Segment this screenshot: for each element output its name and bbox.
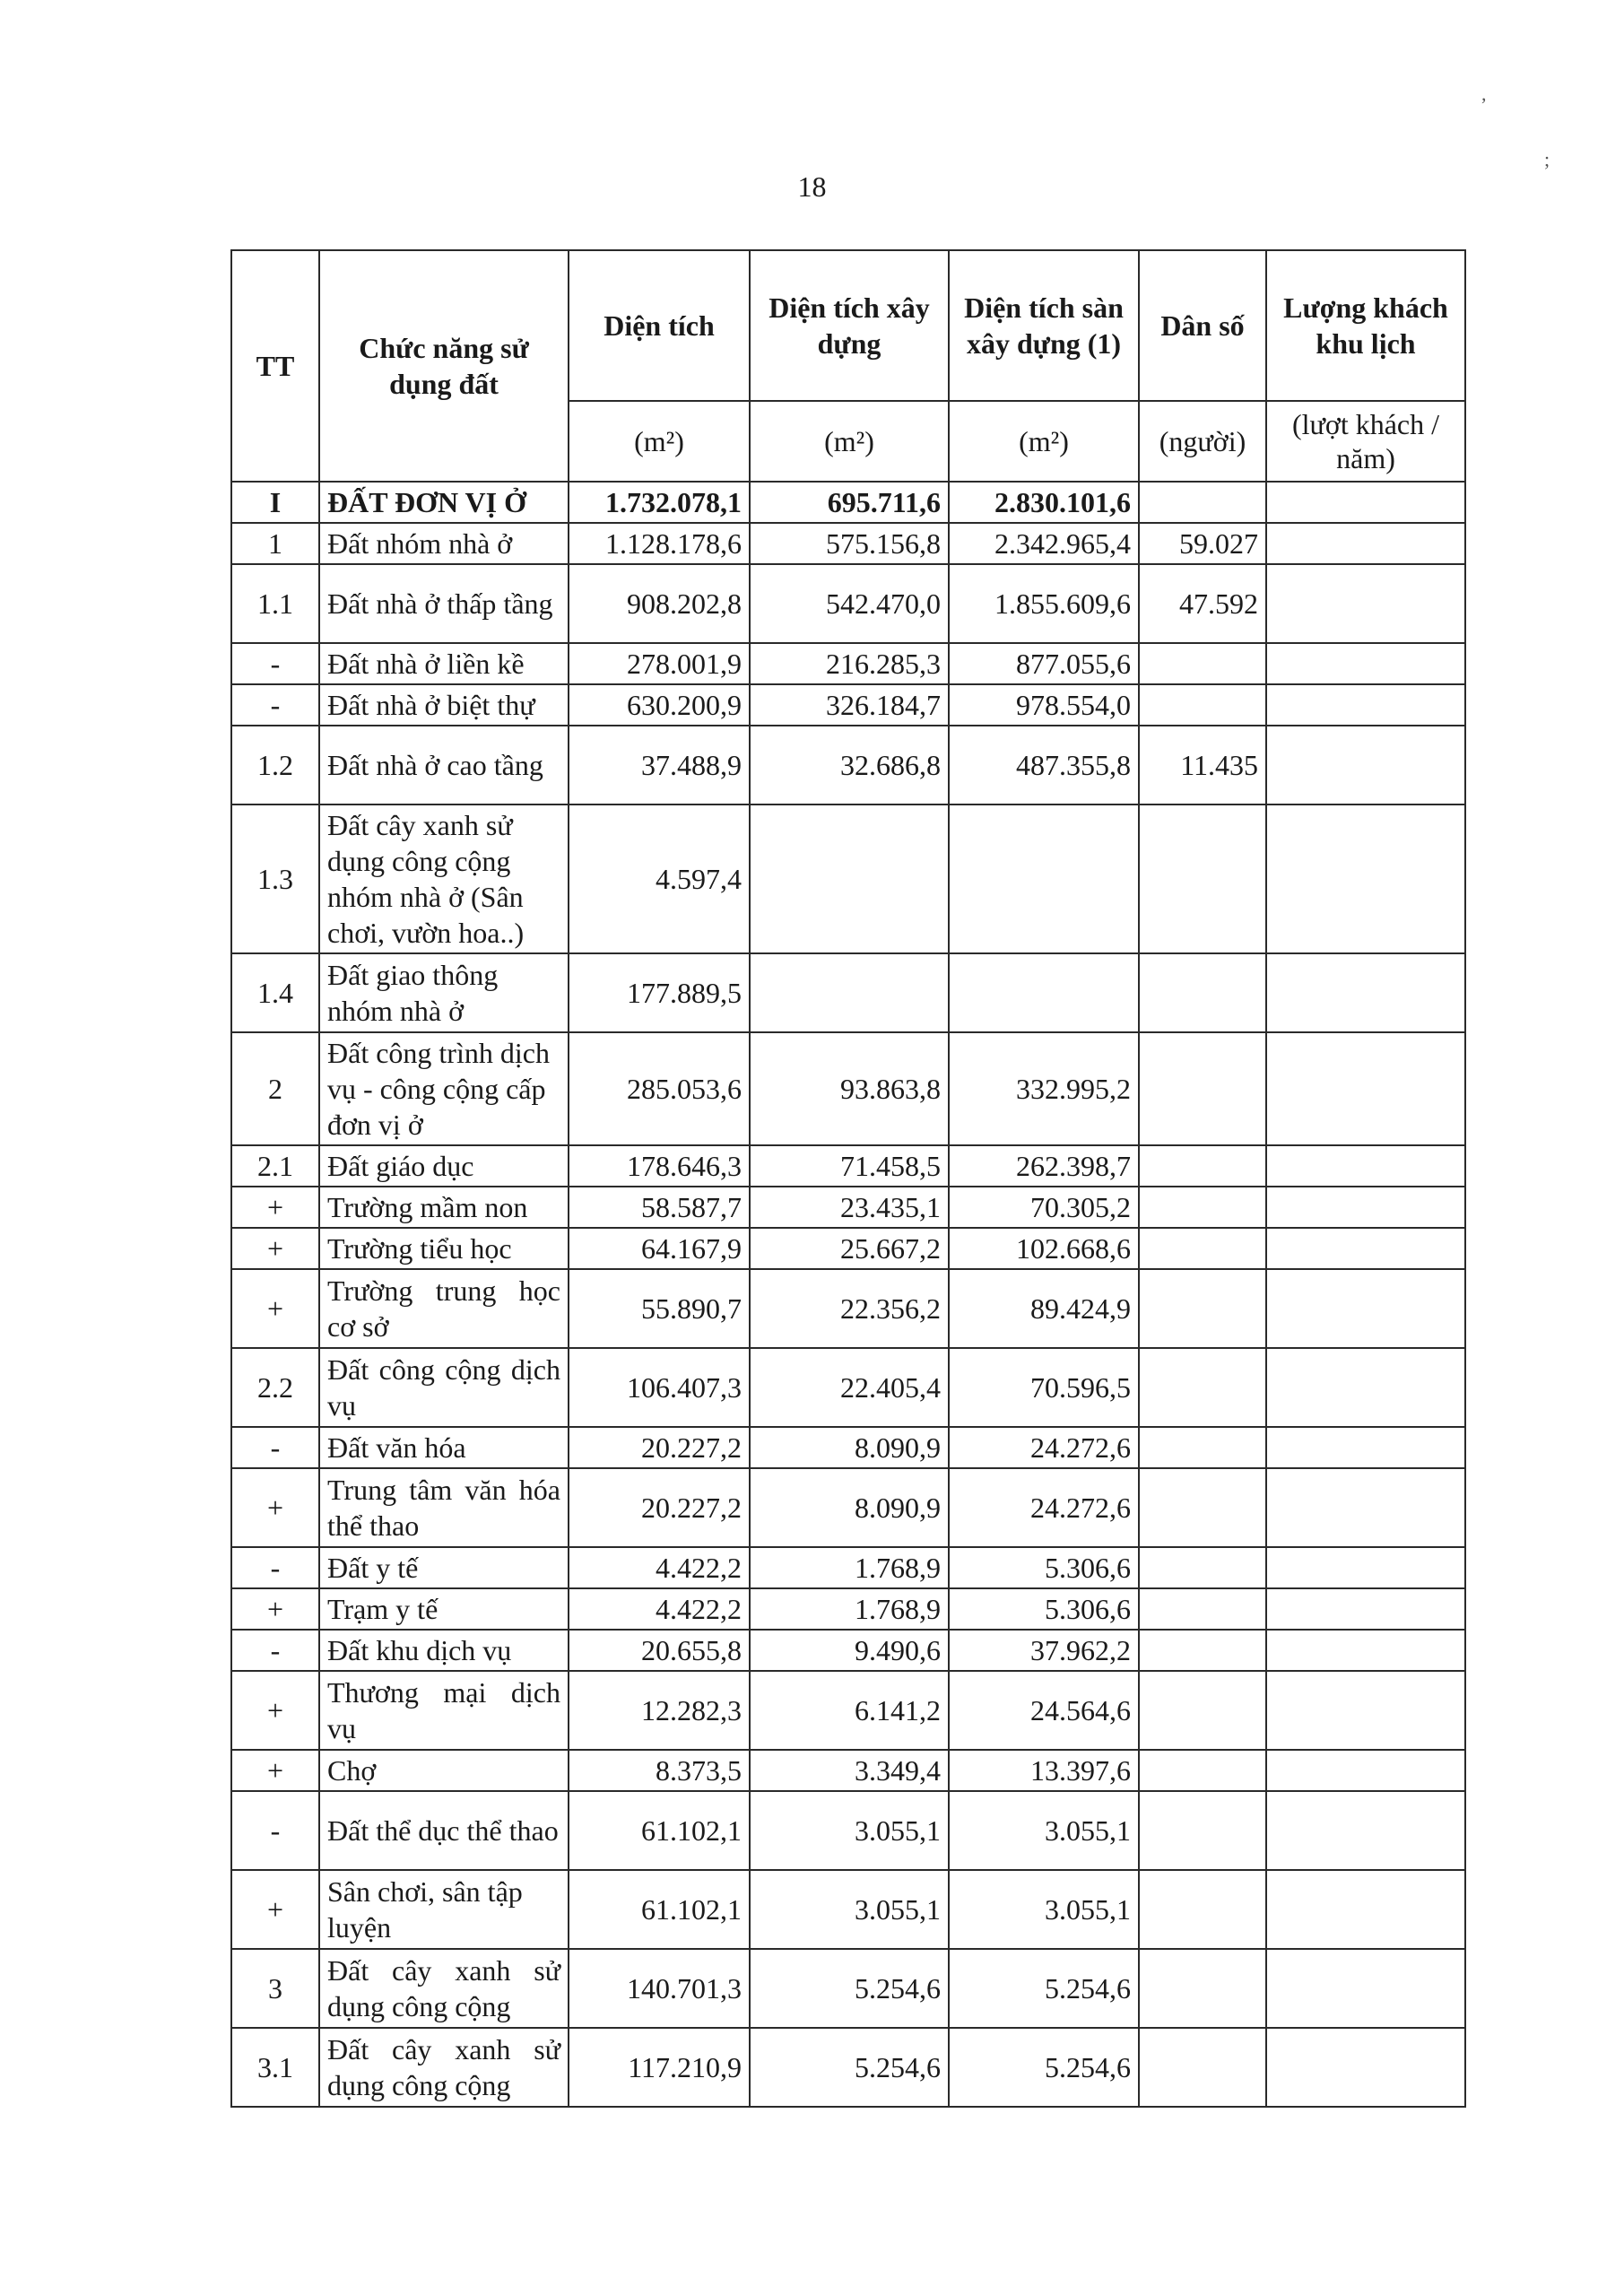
table-row bbox=[231, 1427, 1465, 1468]
row-population bbox=[1139, 1269, 1266, 1348]
table-row bbox=[231, 482, 1465, 523]
row-population bbox=[1139, 1588, 1266, 1630]
row-tt: + bbox=[231, 1269, 319, 1348]
unit-building-area: (m²) bbox=[750, 401, 949, 482]
row-land-function: Đất cây xanh sử dụng công cộng bbox=[319, 2028, 569, 2107]
row-floor-area: 262.398,7 bbox=[949, 1145, 1139, 1187]
row-land-function: Đất giao thông nhóm nhà ở bbox=[319, 953, 569, 1032]
row-visitors bbox=[1266, 523, 1465, 564]
row-area: 61.102,1 bbox=[569, 1870, 750, 1949]
table-row bbox=[231, 1949, 1465, 2028]
row-visitors bbox=[1266, 1630, 1465, 1671]
row-visitors bbox=[1266, 1547, 1465, 1588]
row-population bbox=[1139, 953, 1266, 1032]
row-visitors bbox=[1266, 1269, 1465, 1348]
row-building-area bbox=[750, 953, 949, 1032]
row-floor-area: 3.055,1 bbox=[949, 1870, 1139, 1949]
row-area: 55.890,7 bbox=[569, 1269, 750, 1348]
row-floor-area: 37.962,2 bbox=[949, 1630, 1139, 1671]
row-visitors bbox=[1266, 1588, 1465, 1630]
row-visitors bbox=[1266, 1750, 1465, 1791]
row-population: 59.027 bbox=[1139, 523, 1266, 564]
row-floor-area: 5.254,6 bbox=[949, 2028, 1139, 2107]
row-building-area: 3.349,4 bbox=[750, 1750, 949, 1791]
row-building-area: 32.686,8 bbox=[750, 726, 949, 804]
row-land-function: Trạm y tế bbox=[319, 1588, 569, 1630]
row-population bbox=[1139, 1630, 1266, 1671]
row-building-area: 23.435,1 bbox=[750, 1187, 949, 1228]
row-tt: 1.3 bbox=[231, 804, 319, 953]
header-tt: TT bbox=[231, 250, 319, 482]
row-population bbox=[1139, 1791, 1266, 1870]
table-body bbox=[231, 482, 1465, 2107]
row-visitors bbox=[1266, 1228, 1465, 1269]
row-tt: + bbox=[231, 1750, 319, 1791]
row-tt: I bbox=[231, 482, 319, 523]
row-population bbox=[1139, 482, 1266, 523]
row-building-area: 22.356,2 bbox=[750, 1269, 949, 1348]
row-area: 1.128.178,6 bbox=[569, 523, 750, 564]
row-building-area: 71.458,5 bbox=[750, 1145, 949, 1187]
row-land-function: Đất cây xanh sử dụng công cộng bbox=[319, 1949, 569, 2028]
row-visitors bbox=[1266, 1032, 1465, 1145]
row-population bbox=[1139, 1468, 1266, 1547]
page-number: 18 bbox=[797, 170, 827, 203]
row-visitors bbox=[1266, 804, 1465, 953]
row-building-area: 575.156,8 bbox=[750, 523, 949, 564]
row-visitors bbox=[1266, 1949, 1465, 2028]
row-area: 12.282,3 bbox=[569, 1671, 750, 1750]
row-visitors bbox=[1266, 684, 1465, 726]
row-tt: 3 bbox=[231, 1949, 319, 2028]
row-visitors bbox=[1266, 1187, 1465, 1228]
row-floor-area bbox=[949, 804, 1139, 953]
table-row bbox=[231, 1032, 1465, 1145]
table-row bbox=[231, 1547, 1465, 1588]
row-floor-area: 332.995,2 bbox=[949, 1032, 1139, 1145]
row-tt: - bbox=[231, 1630, 319, 1671]
header-area: Diện tích bbox=[569, 250, 750, 401]
row-building-area: 1.768,9 bbox=[750, 1547, 949, 1588]
row-building-area bbox=[750, 804, 949, 953]
row-visitors bbox=[1266, 2028, 1465, 2107]
row-area: 630.200,9 bbox=[569, 684, 750, 726]
row-visitors bbox=[1266, 1791, 1465, 1870]
row-population bbox=[1139, 1187, 1266, 1228]
scan-mark: ; bbox=[1544, 148, 1550, 170]
row-floor-area: 24.272,6 bbox=[949, 1427, 1139, 1468]
table-row bbox=[231, 1228, 1465, 1269]
row-visitors bbox=[1266, 953, 1465, 1032]
scan-mark: , bbox=[1481, 83, 1487, 105]
row-land-function: Đất nhà ở biệt thự bbox=[319, 684, 569, 726]
table-row bbox=[231, 1671, 1465, 1750]
row-tt: 2.2 bbox=[231, 1348, 319, 1427]
table-row bbox=[231, 1468, 1465, 1547]
row-building-area: 5.254,6 bbox=[750, 1949, 949, 2028]
row-population bbox=[1139, 1145, 1266, 1187]
row-land-function: Đất nhà ở thấp tầng bbox=[319, 564, 569, 643]
row-visitors bbox=[1266, 482, 1465, 523]
row-floor-area: 2.830.101,6 bbox=[949, 482, 1139, 523]
unit-floor-area: (m²) bbox=[949, 401, 1139, 482]
row-land-function: Đất nhà ở cao tầng bbox=[319, 726, 569, 804]
row-area: 117.210,9 bbox=[569, 2028, 750, 2107]
row-tt: 1.2 bbox=[231, 726, 319, 804]
row-visitors bbox=[1266, 643, 1465, 684]
row-floor-area: 89.424,9 bbox=[949, 1269, 1139, 1348]
row-area: 908.202,8 bbox=[569, 564, 750, 643]
row-land-function: Đất khu dịch vụ bbox=[319, 1630, 569, 1671]
unit-population: (người) bbox=[1139, 401, 1266, 482]
row-land-function: Trường trung học cơ sở bbox=[319, 1269, 569, 1348]
row-building-area: 3.055,1 bbox=[750, 1870, 949, 1949]
row-population: 11.435 bbox=[1139, 726, 1266, 804]
row-tt: - bbox=[231, 1791, 319, 1870]
row-population bbox=[1139, 1547, 1266, 1588]
row-tt: + bbox=[231, 1588, 319, 1630]
row-building-area: 3.055,1 bbox=[750, 1791, 949, 1870]
row-land-function: Sân chơi, sân tập luyện bbox=[319, 1870, 569, 1949]
table-row bbox=[231, 1269, 1465, 1348]
row-floor-area: 24.272,6 bbox=[949, 1468, 1139, 1547]
row-building-area: 216.285,3 bbox=[750, 643, 949, 684]
table-row bbox=[231, 523, 1465, 564]
table-row bbox=[231, 1145, 1465, 1187]
row-building-area: 8.090,9 bbox=[750, 1468, 949, 1547]
row-building-area: 695.711,6 bbox=[750, 482, 949, 523]
row-area: 8.373,5 bbox=[569, 1750, 750, 1791]
row-area: 106.407,3 bbox=[569, 1348, 750, 1427]
row-floor-area: 102.668,6 bbox=[949, 1228, 1139, 1269]
row-tt: 2.1 bbox=[231, 1145, 319, 1187]
row-floor-area: 2.342.965,4 bbox=[949, 523, 1139, 564]
row-land-function: Trường tiểu học bbox=[319, 1228, 569, 1269]
header-floor-area: Diện tích sàn xây dựng (1) bbox=[949, 250, 1139, 401]
row-land-function: Đất cây xanh sử dụng công cộng nhóm nhà ở (Sân chơi, vườn hoa..) bbox=[319, 804, 569, 953]
row-tt: + bbox=[231, 1187, 319, 1228]
row-tt: 3.1 bbox=[231, 2028, 319, 2107]
table-row bbox=[231, 643, 1465, 684]
header-building-area: Diện tích xây dựng bbox=[750, 250, 949, 401]
row-area: 20.227,2 bbox=[569, 1427, 750, 1468]
row-population bbox=[1139, 1427, 1266, 1468]
table-row bbox=[231, 953, 1465, 1032]
table-row bbox=[231, 726, 1465, 804]
row-population bbox=[1139, 1870, 1266, 1949]
row-land-function: Trung tâm văn hóa thể thao bbox=[319, 1468, 569, 1547]
row-floor-area: 877.055,6 bbox=[949, 643, 1139, 684]
row-area: 37.488,9 bbox=[569, 726, 750, 804]
table-row bbox=[231, 564, 1465, 643]
row-area: 278.001,9 bbox=[569, 643, 750, 684]
table-row bbox=[231, 2028, 1465, 2107]
row-area: 20.655,8 bbox=[569, 1630, 750, 1671]
row-floor-area: 978.554,0 bbox=[949, 684, 1139, 726]
table-row bbox=[231, 804, 1465, 953]
row-land-function: Đất công cộng dịch vụ bbox=[319, 1348, 569, 1427]
row-land-function: Đất nhà ở liền kề bbox=[319, 643, 569, 684]
row-land-function: Thương mại dịch vụ bbox=[319, 1671, 569, 1750]
row-area: 177.889,5 bbox=[569, 953, 750, 1032]
row-tt: 1.4 bbox=[231, 953, 319, 1032]
row-building-area: 9.490,6 bbox=[750, 1630, 949, 1671]
row-area: 58.587,7 bbox=[569, 1187, 750, 1228]
row-population bbox=[1139, 643, 1266, 684]
table-row bbox=[231, 1630, 1465, 1671]
row-land-function: Đất văn hóa bbox=[319, 1427, 569, 1468]
row-population bbox=[1139, 804, 1266, 953]
row-area: 140.701,3 bbox=[569, 1949, 750, 2028]
row-floor-area: 70.596,5 bbox=[949, 1348, 1139, 1427]
row-land-function: Đất nhóm nhà ở bbox=[319, 523, 569, 564]
row-tt: - bbox=[231, 684, 319, 726]
row-tt: + bbox=[231, 1671, 319, 1750]
row-area: 4.422,2 bbox=[569, 1588, 750, 1630]
row-population bbox=[1139, 1348, 1266, 1427]
row-building-area: 542.470,0 bbox=[750, 564, 949, 643]
row-land-function: Đất giáo dục bbox=[319, 1145, 569, 1187]
row-population bbox=[1139, 1228, 1266, 1269]
row-land-function: ĐẤT ĐƠN VỊ Ở bbox=[319, 482, 569, 523]
row-visitors bbox=[1266, 1145, 1465, 1187]
row-area: 4.597,4 bbox=[569, 804, 750, 953]
row-visitors bbox=[1266, 726, 1465, 804]
row-area: 285.053,6 bbox=[569, 1032, 750, 1145]
table-row bbox=[231, 1187, 1465, 1228]
row-tt: 2 bbox=[231, 1032, 319, 1145]
row-floor-area: 13.397,6 bbox=[949, 1750, 1139, 1791]
row-area: 20.227,2 bbox=[569, 1468, 750, 1547]
row-area: 61.102,1 bbox=[569, 1791, 750, 1870]
row-building-area: 25.667,2 bbox=[750, 1228, 949, 1269]
row-floor-area: 487.355,8 bbox=[949, 726, 1139, 804]
row-tt: - bbox=[231, 643, 319, 684]
row-floor-area: 3.055,1 bbox=[949, 1791, 1139, 1870]
row-population: 47.592 bbox=[1139, 564, 1266, 643]
row-building-area: 8.090,9 bbox=[750, 1427, 949, 1468]
row-area: 64.167,9 bbox=[569, 1228, 750, 1269]
row-building-area: 5.254,6 bbox=[750, 2028, 949, 2107]
row-floor-area: 1.855.609,6 bbox=[949, 564, 1139, 643]
land-use-table bbox=[230, 249, 1466, 2108]
row-building-area: 1.768,9 bbox=[750, 1588, 949, 1630]
row-population bbox=[1139, 2028, 1266, 2107]
row-land-function: Đất y tế bbox=[319, 1547, 569, 1588]
row-visitors bbox=[1266, 564, 1465, 643]
row-tt: + bbox=[231, 1870, 319, 1949]
row-area: 1.732.078,1 bbox=[569, 482, 750, 523]
row-population bbox=[1139, 1671, 1266, 1750]
unit-visitors: (lượt khách / năm) bbox=[1266, 401, 1465, 482]
row-building-area: 326.184,7 bbox=[750, 684, 949, 726]
row-land-function: Đất thể dục thể thao bbox=[319, 1791, 569, 1870]
table-row bbox=[231, 1750, 1465, 1791]
row-tt: + bbox=[231, 1228, 319, 1269]
row-visitors bbox=[1266, 1671, 1465, 1750]
table-row bbox=[231, 1870, 1465, 1949]
table-row bbox=[231, 1791, 1465, 1870]
row-floor-area: 5.306,6 bbox=[949, 1547, 1139, 1588]
row-floor-area: 5.306,6 bbox=[949, 1588, 1139, 1630]
row-population bbox=[1139, 1032, 1266, 1145]
row-population bbox=[1139, 1949, 1266, 2028]
row-building-area: 6.141,2 bbox=[750, 1671, 949, 1750]
row-building-area: 22.405,4 bbox=[750, 1348, 949, 1427]
row-visitors bbox=[1266, 1427, 1465, 1468]
row-floor-area: 70.305,2 bbox=[949, 1187, 1139, 1228]
row-floor-area: 24.564,6 bbox=[949, 1671, 1139, 1750]
row-area: 178.646,3 bbox=[569, 1145, 750, 1187]
row-visitors bbox=[1266, 1468, 1465, 1547]
row-visitors bbox=[1266, 1870, 1465, 1949]
row-land-function: Chợ bbox=[319, 1750, 569, 1791]
table-row bbox=[231, 1588, 1465, 1630]
row-building-area: 93.863,8 bbox=[750, 1032, 949, 1145]
row-population bbox=[1139, 684, 1266, 726]
unit-area: (m²) bbox=[569, 401, 750, 482]
table-row bbox=[231, 1348, 1465, 1427]
row-visitors bbox=[1266, 1348, 1465, 1427]
row-population bbox=[1139, 1750, 1266, 1791]
row-area: 4.422,2 bbox=[569, 1547, 750, 1588]
row-tt: - bbox=[231, 1547, 319, 1588]
header-population: Dân số bbox=[1139, 250, 1266, 401]
row-floor-area: 5.254,6 bbox=[949, 1949, 1139, 2028]
row-tt: 1 bbox=[231, 523, 319, 564]
row-tt: 1.1 bbox=[231, 564, 319, 643]
row-land-function: Đất công trình dịch vụ - công cộng cấp đơn vị ở bbox=[319, 1032, 569, 1145]
row-land-function: Trường mầm non bbox=[319, 1187, 569, 1228]
row-tt: - bbox=[231, 1427, 319, 1468]
header-visitors: Lượng khách khu lịch bbox=[1266, 250, 1465, 401]
row-floor-area bbox=[949, 953, 1139, 1032]
row-tt: + bbox=[231, 1468, 319, 1547]
header-function: Chức năng sử dụng đất bbox=[319, 250, 569, 482]
table-row bbox=[231, 684, 1465, 726]
